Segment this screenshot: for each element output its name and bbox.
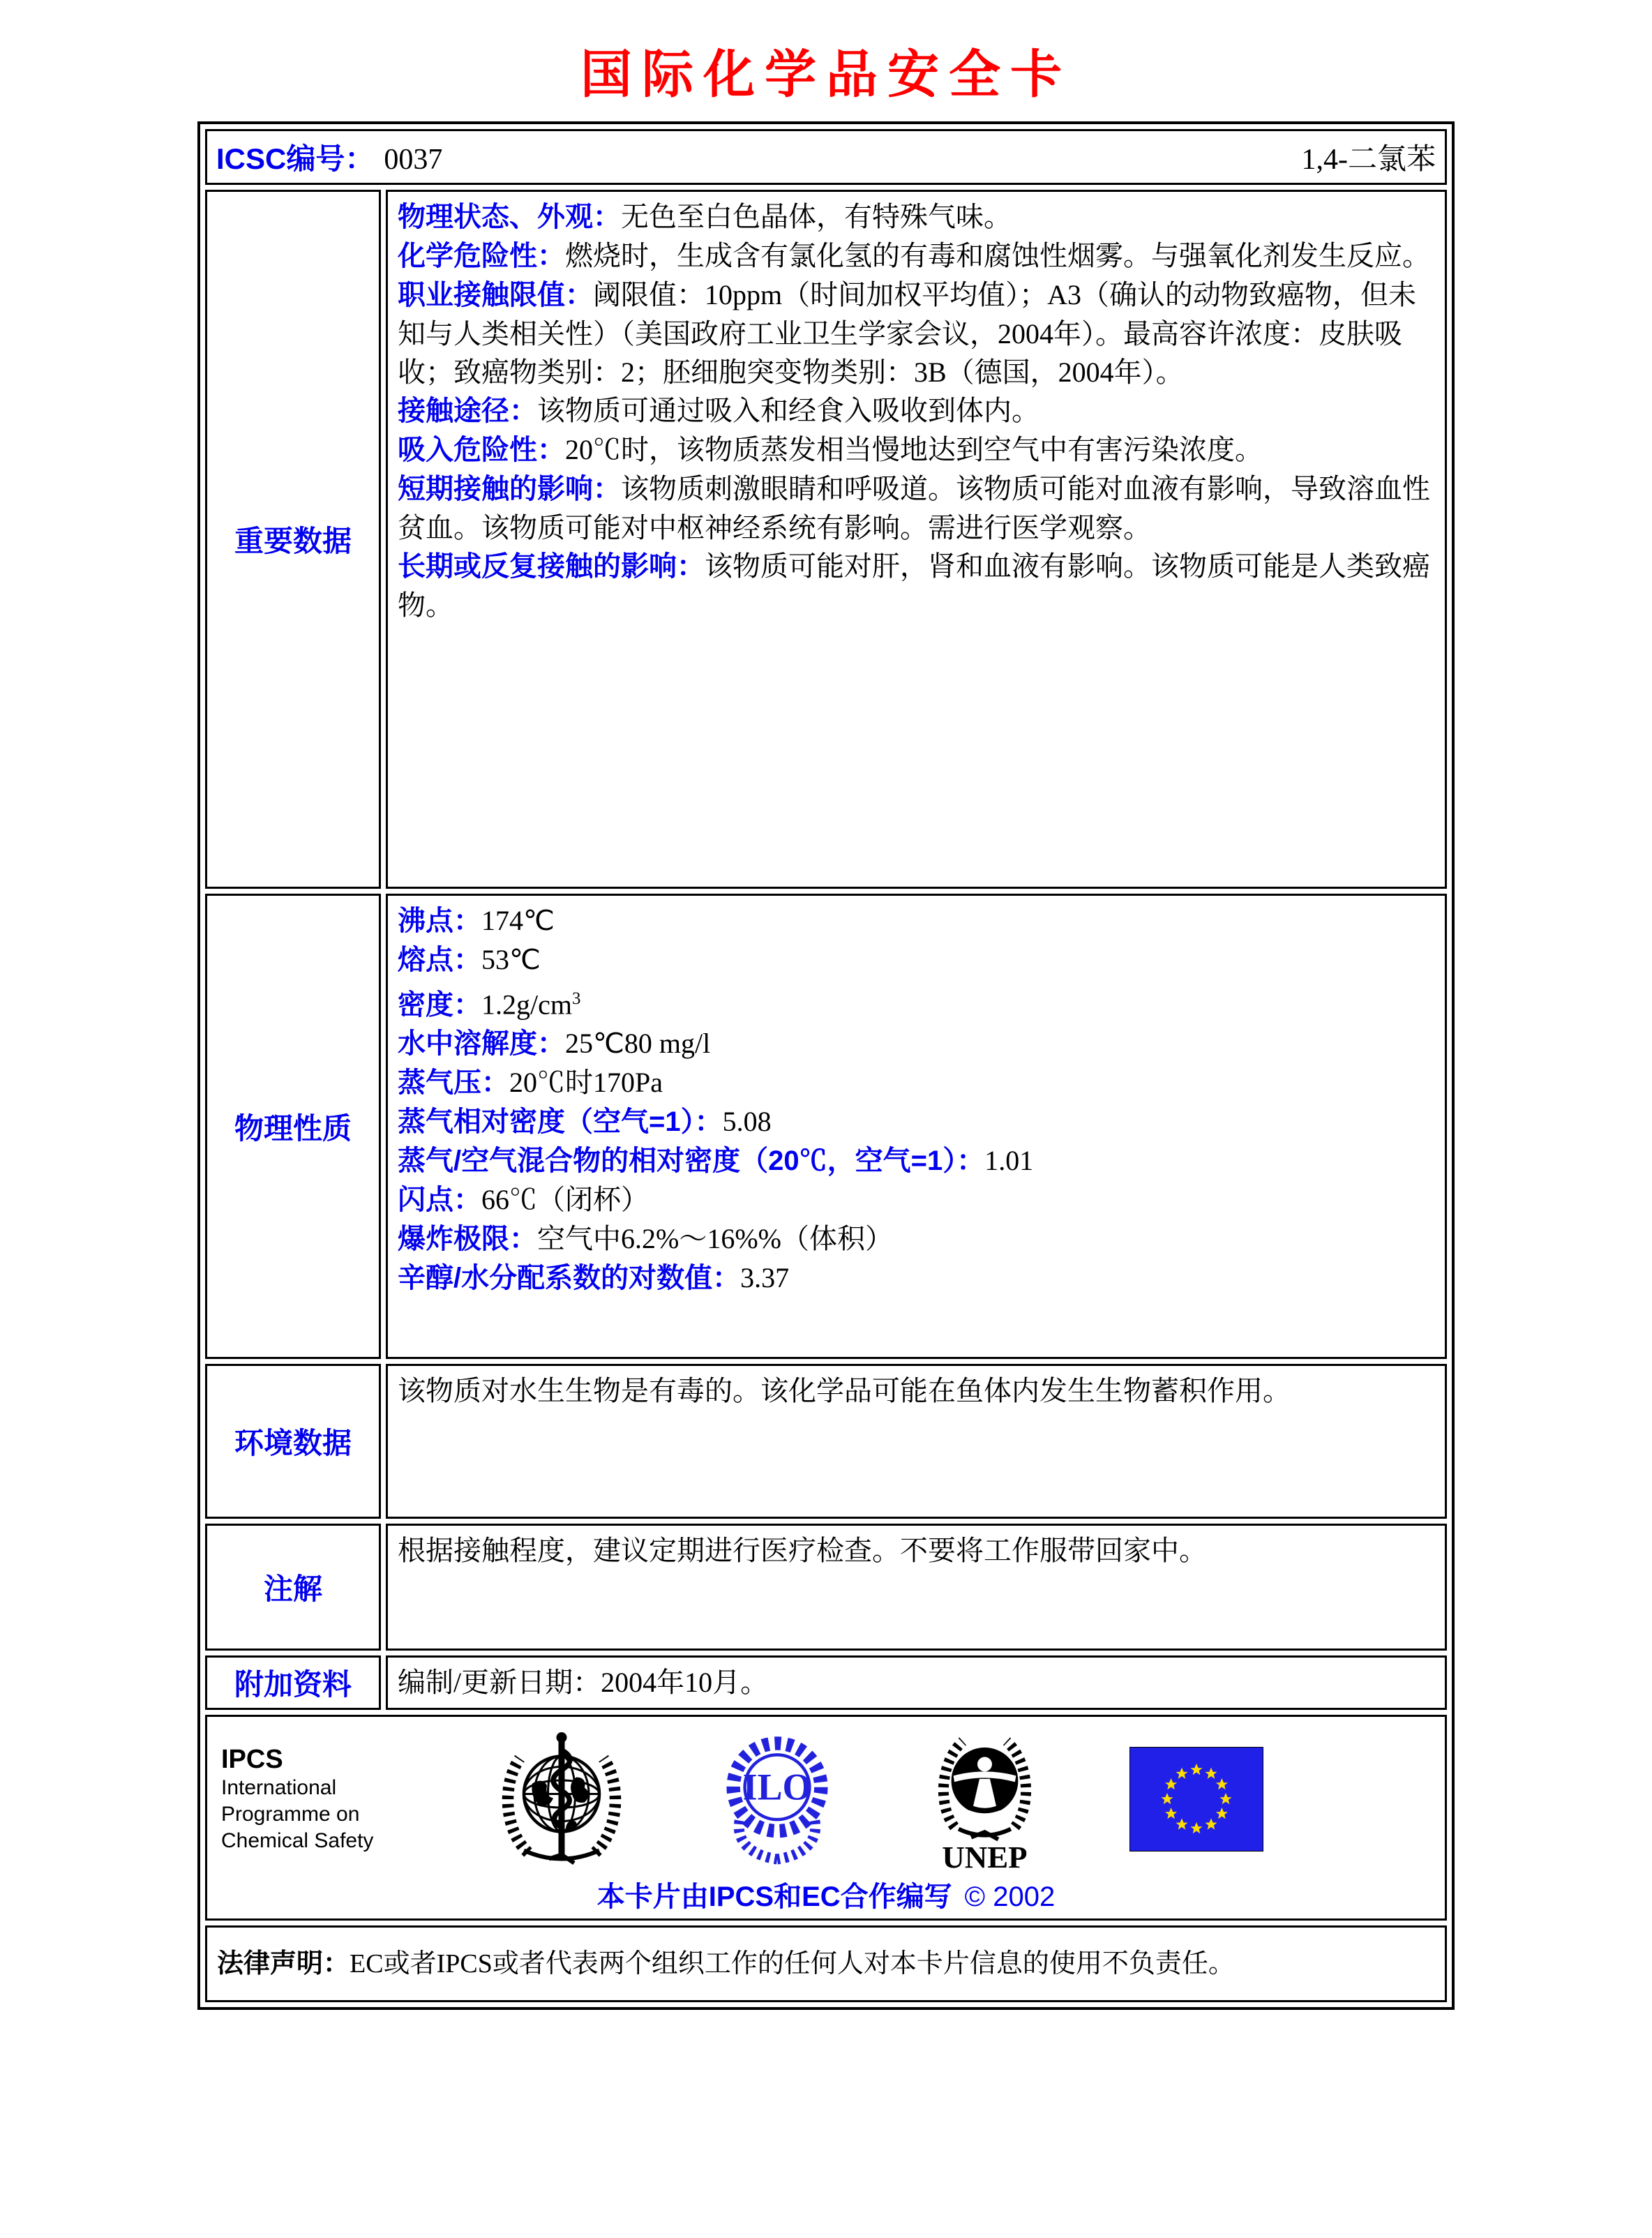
section-label-physical-properties: 物理性质	[205, 894, 381, 1359]
chemical-name: 1,4-二氯苯	[1301, 144, 1436, 176]
property-value: 该物质可能对肝，肾和血液有影响。该物质可能是人类致癌物。	[398, 550, 1430, 621]
property-value: 该物质刺激眼睛和呼吸道。该物质可能对血液有影响，导致溶血性贫血。该物质可能对中枢神经系统有影响。需进行医学观察。	[398, 473, 1430, 543]
property-value: 根据接触程度，建议定期进行医疗检查。不要将工作服带回家中。	[398, 1535, 1207, 1566]
row-environmental-data	[205, 1364, 1447, 1519]
property-line	[398, 1372, 1435, 1411]
card-table-border	[197, 121, 1455, 2010]
property-value: 20℃时，该物质蒸发相当慢地达到空气中有害污染浓度。	[565, 434, 1263, 465]
page-title: 国际化学品安全卡	[580, 45, 1072, 103]
property-line	[398, 547, 1435, 624]
property-label: 辛醇/水分配系数的对数值：	[398, 1263, 741, 1294]
property-value: 1.2g/cm	[481, 989, 572, 1021]
property-value: 1.01	[984, 1145, 1034, 1177]
row-logos	[205, 1715, 1447, 1921]
icsc-number-label: ICSC编号：	[216, 142, 375, 175]
legal-notice-text: EC或者IPCS或者代表两个组织工作的任何人对本卡片信息的使用不负责任。	[350, 1949, 1235, 1978]
property-line	[398, 1259, 1435, 1298]
property-value: 174℃	[481, 905, 555, 936]
ipcs-subtitle-line: International	[221, 1776, 337, 1799]
property-value: 5.08	[722, 1106, 772, 1138]
property-line	[398, 197, 1435, 236]
ilo-logo-text: ILO	[742, 1766, 811, 1808]
property-value: 66℃（闭杯）	[481, 1184, 649, 1216]
property-value: 空气中6.2%～16%%（体积）	[537, 1223, 893, 1255]
property-value: 无色至白色晶体，有特殊气味。	[621, 201, 1012, 232]
property-line	[398, 979, 1435, 1024]
section-label-important-data: 重要数据	[205, 190, 381, 889]
property-line	[398, 276, 1435, 391]
section-label-environmental-data: 环境数据	[205, 1364, 381, 1519]
legal-notice-label: 法律声明：	[217, 1949, 350, 1978]
property-value: 阈限值：10ppm（时间加权平均值）；A3（确认的动物致癌物，但未知与人类相关性）（美国政府工业卫生学家会议，2004年）。最高容许浓度：皮肤吸收；致癌物类别：2；胚细胞突变物类别：3B（德国，2004年）。	[398, 279, 1416, 388]
ipcs-subtitle-line: Chemical Safety	[221, 1829, 374, 1852]
who-logo-icon	[497, 1731, 626, 1868]
row-important-data	[205, 190, 1447, 889]
ipcs-title: IPCS	[221, 1745, 283, 1774]
property-label: 吸入危险性：	[398, 435, 565, 465]
caption-text: 本卡片由IPCS和EC合作编写	[596, 1882, 952, 1912]
section-content-additional-info	[386, 1655, 1447, 1710]
property-value: 20℃时170Pa	[509, 1067, 663, 1099]
section-label-additional-info: 附加资料	[205, 1655, 381, 1710]
row-legal-notice	[205, 1925, 1447, 2002]
property-line	[398, 430, 1435, 470]
property-label: 长期或反复接触的影响：	[398, 551, 705, 582]
property-line	[398, 940, 1435, 979]
property-label: 蒸气压：	[398, 1067, 509, 1099]
unep-logo-text: UNEP	[942, 1840, 1028, 1872]
property-value: 编制/更新日期：2004年10月。	[398, 1667, 769, 1698]
section-label-notes: 注解	[205, 1524, 381, 1651]
section-content-important-data	[386, 190, 1447, 889]
property-value-superscript: 3	[571, 989, 581, 1008]
property-label: 化学危险性：	[398, 241, 565, 271]
property-value: 该物质对水生生物是有毒的。该化学品可能在鱼体内发生生物蓄积作用。	[398, 1375, 1291, 1406]
property-line	[398, 1219, 1435, 1259]
cooperation-caption	[221, 1875, 1431, 1914]
property-label: 闪点：	[398, 1185, 481, 1216]
property-line	[398, 1063, 1435, 1102]
card-table	[200, 124, 1452, 2007]
unep-logo-icon	[927, 1727, 1042, 1872]
property-line	[398, 470, 1435, 547]
property-value: 该物质可通过吸入和经食入吸收到体内。	[537, 395, 1039, 426]
property-label: 爆炸极限：	[398, 1224, 537, 1255]
icsc-number-value: 0037	[384, 144, 443, 176]
logo-row	[221, 1727, 1431, 1872]
property-label: 接触途径：	[398, 396, 537, 426]
row-additional-info	[205, 1655, 1447, 1710]
property-line	[398, 1531, 1435, 1570]
property-label: 短期接触的影响：	[398, 474, 621, 504]
row-notes	[205, 1524, 1447, 1651]
property-line	[398, 236, 1435, 276]
property-value: 3.37	[740, 1262, 790, 1294]
ipcs-text-block	[221, 1744, 410, 1854]
eu-flag-icon	[1129, 1747, 1263, 1852]
property-line	[398, 901, 1435, 940]
property-label: 沸点：	[398, 906, 481, 936]
property-line	[398, 1141, 1435, 1180]
property-line	[398, 1024, 1435, 1063]
section-content-physical-properties	[386, 894, 1447, 1359]
row-icsc-number	[205, 129, 1447, 185]
ipcs-subtitle-line: Programme on	[221, 1803, 360, 1826]
ilo-logo-icon	[714, 1733, 840, 1865]
property-label: 物理状态、外观：	[398, 202, 621, 232]
caption-copyright: © 2002	[964, 1882, 1056, 1912]
property-value: 53℃	[481, 944, 541, 975]
property-label: 熔点：	[398, 945, 481, 975]
property-label: 蒸气相对密度（空气=1）：	[398, 1106, 723, 1138]
property-line	[398, 391, 1435, 430]
icsc-header-bar	[208, 132, 1444, 182]
property-line	[398, 1102, 1435, 1141]
property-line	[398, 1663, 1435, 1702]
property-label: 水中溶解度：	[398, 1028, 565, 1060]
property-label: 密度：	[398, 989, 481, 1021]
property-line	[398, 1180, 1435, 1219]
property-label: 蒸气/空气混合物的相对密度（20℃，空气=1）：	[398, 1146, 985, 1177]
property-value: 25℃80 mg/l	[565, 1028, 711, 1060]
property-label: 职业接触限值：	[398, 280, 593, 310]
row-physical-properties	[205, 894, 1447, 1359]
section-content-environmental-data	[386, 1364, 1447, 1519]
section-content-notes	[386, 1524, 1447, 1651]
icsc-number-group	[216, 136, 442, 178]
property-value: 燃烧时，生成含有氯化氢的有毒和腐蚀性烟雾。与强氧化剂发生反应。	[565, 240, 1430, 271]
